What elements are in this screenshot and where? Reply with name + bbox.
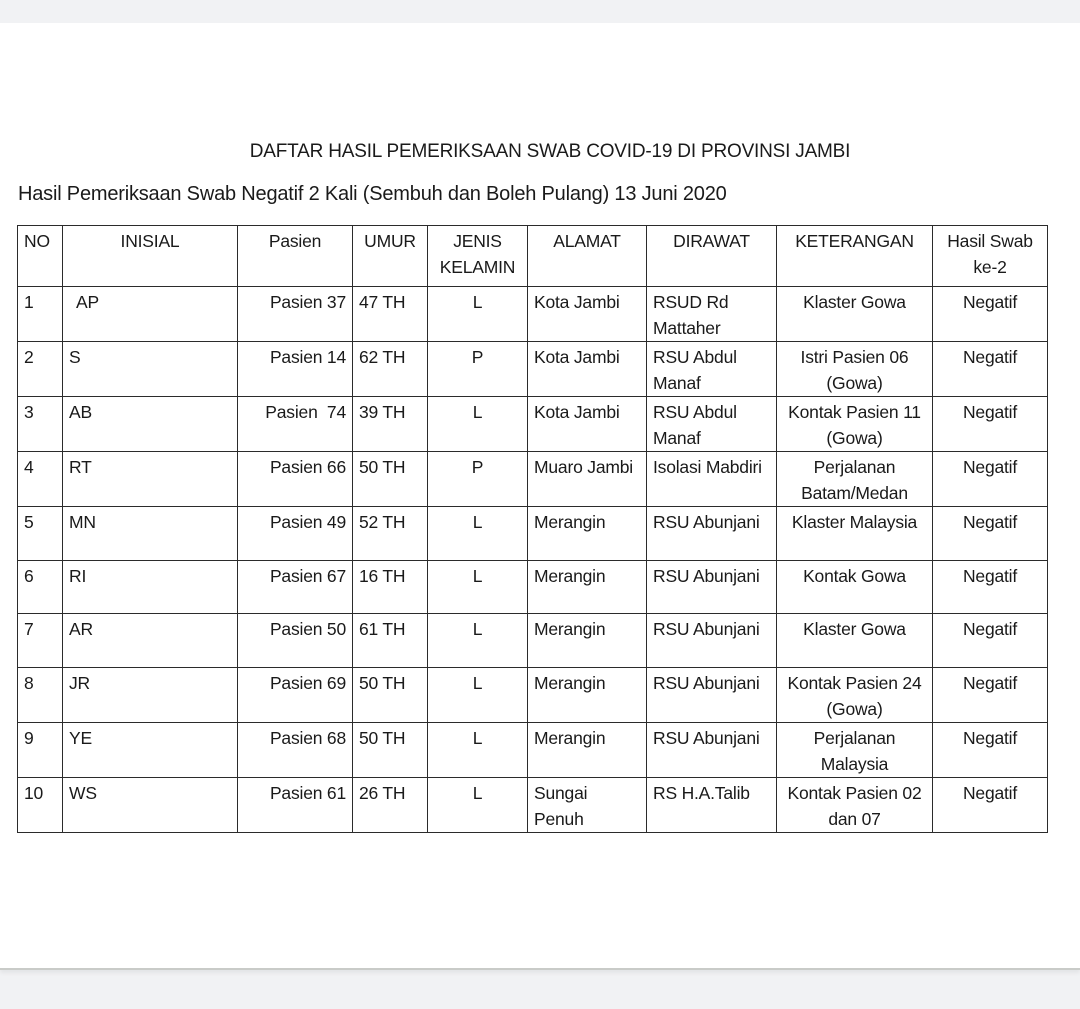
- cell-inisial: S: [63, 342, 238, 397]
- table-row: [18, 452, 1048, 507]
- cell-dirawat: RSU Abunjani: [647, 723, 777, 778]
- table-row: [18, 342, 1048, 397]
- cell-pasien: Pasien 37: [238, 287, 353, 342]
- cell-inisial: YE: [63, 723, 238, 778]
- cell-keterangan: Kontak Pasien 02 dan 07: [777, 778, 933, 833]
- cell-hasil-swab: Negatif: [933, 452, 1048, 507]
- cell-dirawat: RSU Abunjani: [647, 668, 777, 723]
- cell-umur: 47 TH: [353, 287, 428, 342]
- cell-pasien: Pasien 69: [238, 668, 353, 723]
- cell-pasien: Pasien 68: [238, 723, 353, 778]
- table-row: [18, 560, 1048, 614]
- cell-hasil-swab: Negatif: [933, 287, 1048, 342]
- cell-pasien: Pasien 74: [238, 397, 353, 452]
- cell-umur: 52 TH: [353, 507, 428, 561]
- cell-alamat: Merangin: [528, 560, 647, 614]
- cell-hasil-swab: Negatif: [933, 668, 1048, 723]
- header-alamat: ALAMAT: [528, 226, 647, 287]
- cell-keterangan: Klaster Gowa: [777, 614, 933, 668]
- cell-umur: 61 TH: [353, 614, 428, 668]
- cell-keterangan: Kontak Pasien 11 (Gowa): [777, 397, 933, 452]
- cell-dirawat: RSU Abunjani: [647, 507, 777, 561]
- cell-no: 5: [18, 507, 63, 561]
- cell-alamat: Kota Jambi: [528, 342, 647, 397]
- cell-keterangan: Perjalanan Batam/Medan: [777, 452, 933, 507]
- cell-inisial: RT: [63, 452, 238, 507]
- cell-no: 4: [18, 452, 63, 507]
- cell-alamat: Kota Jambi: [528, 287, 647, 342]
- table-row: [18, 397, 1048, 452]
- cell-dirawat: Isolasi Mabdiri: [647, 452, 777, 507]
- cell-no: 7: [18, 614, 63, 668]
- cell-hasil-swab: Negatif: [933, 507, 1048, 561]
- cell-hasil-swab: Negatif: [933, 397, 1048, 452]
- cell-pasien: Pasien 66: [238, 452, 353, 507]
- table-row: [18, 287, 1048, 342]
- cell-jenis-kelamin: L: [428, 507, 528, 561]
- cell-dirawat: RSU Abunjani: [647, 560, 777, 614]
- cell-pasien: Pasien 67: [238, 560, 353, 614]
- cell-keterangan: Kontak Gowa: [777, 560, 933, 614]
- cell-alamat: Sungai Penuh: [528, 778, 647, 833]
- cell-alamat: Kota Jambi: [528, 397, 647, 452]
- cell-keterangan: Klaster Gowa: [777, 287, 933, 342]
- table-header-row: [18, 226, 1048, 287]
- cell-jenis-kelamin: L: [428, 397, 528, 452]
- cell-no: 9: [18, 723, 63, 778]
- cell-jenis-kelamin: L: [428, 287, 528, 342]
- cell-alamat: Merangin: [528, 507, 647, 561]
- cell-keterangan: Perjalanan Malaysia: [777, 723, 933, 778]
- cell-umur: 62 TH: [353, 342, 428, 397]
- header-inisial: INISIAL: [63, 226, 238, 287]
- cell-umur: 50 TH: [353, 668, 428, 723]
- cell-keterangan: Istri Pasien 06 (Gowa): [777, 342, 933, 397]
- document-page: [0, 23, 1080, 970]
- cell-inisial: AB: [63, 397, 238, 452]
- cell-umur: 50 TH: [353, 452, 428, 507]
- cell-jenis-kelamin: L: [428, 723, 528, 778]
- cell-pasien: Pasien 50: [238, 614, 353, 668]
- cell-no: 8: [18, 668, 63, 723]
- cell-no: 2: [18, 342, 63, 397]
- cell-no: 6: [18, 560, 63, 614]
- cell-alamat: Merangin: [528, 723, 647, 778]
- cell-inisial: WS: [63, 778, 238, 833]
- table-row: [18, 723, 1048, 778]
- cell-umur: 50 TH: [353, 723, 428, 778]
- results-table: [17, 225, 1048, 833]
- cell-hasil-swab: Negatif: [933, 614, 1048, 668]
- cell-dirawat: RS H.A.Talib: [647, 778, 777, 833]
- cell-pasien: Pasien 49: [238, 507, 353, 561]
- cell-dirawat: RSU Abdul Manaf: [647, 397, 777, 452]
- cell-jenis-kelamin: L: [428, 560, 528, 614]
- cell-jenis-kelamin: L: [428, 668, 528, 723]
- cell-umur: 26 TH: [353, 778, 428, 833]
- cell-hasil-swab: Negatif: [933, 778, 1048, 833]
- cell-no: 10: [18, 778, 63, 833]
- header-umur: UMUR: [353, 226, 428, 287]
- cell-inisial: AP: [63, 287, 238, 342]
- cell-keterangan: Kontak Pasien 24 (Gowa): [777, 668, 933, 723]
- header-pasien: Pasien: [238, 226, 353, 287]
- cell-inisial: MN: [63, 507, 238, 561]
- cell-alamat: Muaro Jambi: [528, 452, 647, 507]
- cell-hasil-swab: Negatif: [933, 342, 1048, 397]
- table-row: [18, 778, 1048, 833]
- cell-jenis-kelamin: L: [428, 614, 528, 668]
- header-dirawat: DIRAWAT: [647, 226, 777, 287]
- cell-inisial: JR: [63, 668, 238, 723]
- cell-dirawat: RSU Abunjani: [647, 614, 777, 668]
- table-row: [18, 668, 1048, 723]
- cell-dirawat: RSUD Rd Mattaher: [647, 287, 777, 342]
- document-subtitle: Hasil Pemeriksaan Swab Negatif 2 Kali (Sembuh dan Boleh Pulang) 13 Juni 2020: [18, 183, 727, 205]
- cell-inisial: RI: [63, 560, 238, 614]
- cell-pasien: Pasien 14: [238, 342, 353, 397]
- cell-alamat: Merangin: [528, 668, 647, 723]
- cell-umur: 39 TH: [353, 397, 428, 452]
- cell-jenis-kelamin: P: [428, 342, 528, 397]
- document-title: DAFTAR HASIL PEMERIKSAAN SWAB COVID-19 DI PROVINSI JAMBI: [249, 141, 851, 162]
- header-jenis-kelamin: JENIS KELAMIN: [428, 226, 528, 287]
- table-row: [18, 614, 1048, 668]
- cell-inisial: AR: [63, 614, 238, 668]
- cell-hasil-swab: Negatif: [933, 560, 1048, 614]
- cell-no: 1: [18, 287, 63, 342]
- cell-hasil-swab: Negatif: [933, 723, 1048, 778]
- cell-jenis-kelamin: L: [428, 778, 528, 833]
- header-keterangan: KETERANGAN: [777, 226, 933, 287]
- cell-jenis-kelamin: P: [428, 452, 528, 507]
- cell-no: 3: [18, 397, 63, 452]
- cell-alamat: Merangin: [528, 614, 647, 668]
- header-no: NO: [18, 226, 63, 287]
- header-hasil-swab: Hasil Swab ke-2: [933, 226, 1048, 287]
- cell-dirawat: RSU Abdul Manaf: [647, 342, 777, 397]
- cell-keterangan: Klaster Malaysia: [777, 507, 933, 561]
- cell-umur: 16 TH: [353, 560, 428, 614]
- cell-pasien: Pasien 61: [238, 778, 353, 833]
- table-row: [18, 507, 1048, 561]
